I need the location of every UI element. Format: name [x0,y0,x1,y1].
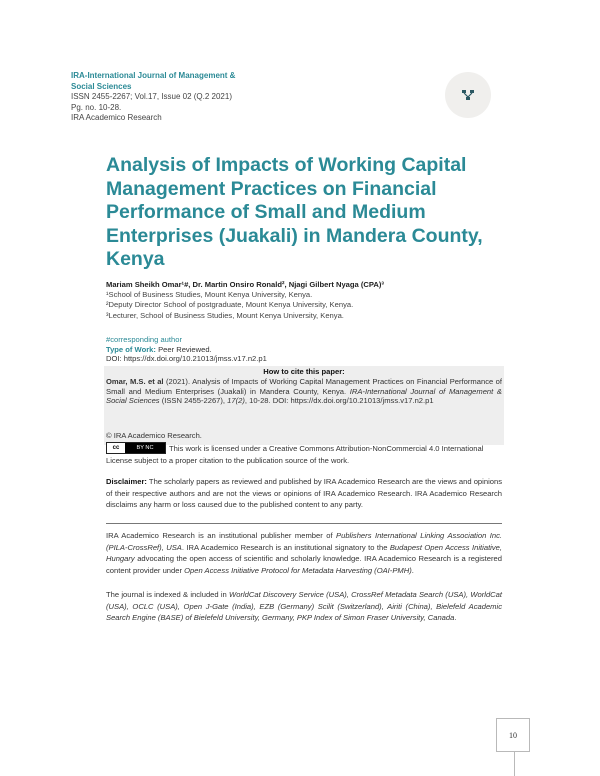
journal-name-line1: IRA-International Journal of Management & [71,71,236,80]
journal-header [71,71,235,124]
paper-title: Analysis of Impacts of Working Capital Management Practices on Financial Performance of Small and Medium Enterprises (Juakali) in Mandera County, Kenya [106,154,483,270]
page-number: 10 [496,718,530,752]
journal-name-line2: Social Sciences [71,81,132,91]
journal-issn: ISSN 2455-2267; Vol.17, Issue 02 (Q.2 2021) [71,92,232,101]
work-info [106,335,506,364]
divider [106,523,502,524]
citation-volume: 17(2) [227,396,245,406]
cc-by-nc-label: BY NC [125,443,165,453]
authors-block [106,280,506,321]
indexing-paragraph: The journal is indexed & included in WorldCat Discovery Service (USA), CrossRef Metadata Search (USA), WorldCat (USA), OCLC (USA), Open J-Gate (India), EZB (Germany) Scilit (Switzerland), Airiti (China), Bielefeld Academic Search Engine (BASE) of Bielefeld University, Germany, PKP Index of Simon Fraser University, Canada. [106,590,502,623]
disclaimer-label: Disclaimer: [106,477,147,486]
journal-pages: Pg. no. 10-28. [71,102,122,112]
membership-paragraph: IRA Academico Research is an institutional publisher member of Publishers International Linking Association Inc. (PILA-CrossRef), USA. IRA Academico Research is an institutional signatory to the Budapest Open Access Initiative, Hungary advocating the open access of scientific and scholarly knowledge. IRA Academico Research is a registered content provider under Open Access Initiative Protocol for Metadata Harvesting (OAI-PMH). [106,531,503,575]
work-type-label: Type of Work: [106,344,156,354]
citation-authors: Omar, M.S. et al [106,377,164,386]
doi-link[interactable]: DOI: https://dx.doi.org/10.21013/jmss.v17.n2.p1 [106,354,267,364]
citation-journal: IRA-International Journal of Management & Social Sciences [106,386,502,406]
citation-heading: How to cite this paper: [263,367,345,376]
copyright-notice: © IRA Academico Research. [106,431,202,440]
affiliation-2: ²Deputy Director School of postgraduate, Mount Kenya University, Kenya. [106,300,354,310]
disclaimer-text: Disclaimer: The scholarly papers as reviewed and published by IRA Academico Research are the views and opinions of their respective authors and are not the views or opinions of IRA Academico Research. IRA Academico Research disclaims any harm or loss caused due to the published content to any party. [106,477,502,510]
license-text: This work is licensed under a Creative Commons Attribution-NonCommercial 4.0 International License subject to a proper citation to the publication source of the work. [106,444,484,465]
affiliation-3: ³Lecturer, School of Business Studies, Mount Kenya University, Kenya. [106,310,344,320]
page-number-line [514,752,515,776]
network-icon [462,90,474,100]
citation-text: Omar, M.S. et al (2021). Analysis of Impacts of Working Capital Management Practices on Financial Performance of Small and Medium Enterprises (Juakali) in Mandera County, Kenya. IRA-International Journal of Management & Social Sciences (ISSN 2455-2267), 17(2), 10-28. DOI: https://dx.doi.org/10.21013/jmss.v17.n2.p1 [106,377,502,406]
journal-publisher: IRA Academico Research [71,113,162,122]
work-type-value: Peer Reviewed. [158,344,212,354]
work-type [106,345,506,355]
cc-license-badge[interactable] [106,442,166,454]
cc-icon: cc [107,443,125,453]
corresponding-note: #corresponding author [106,335,182,344]
affiliation-1: ¹School of Business Studies, Mount Kenya University, Kenya. [106,290,313,300]
author-names: Mariam Sheikh Omar¹#, Dr. Martin Onsiro Ronald², Njagi Gilbert Nyaga (CPA)³ [106,280,384,289]
journal-logo [445,72,491,118]
